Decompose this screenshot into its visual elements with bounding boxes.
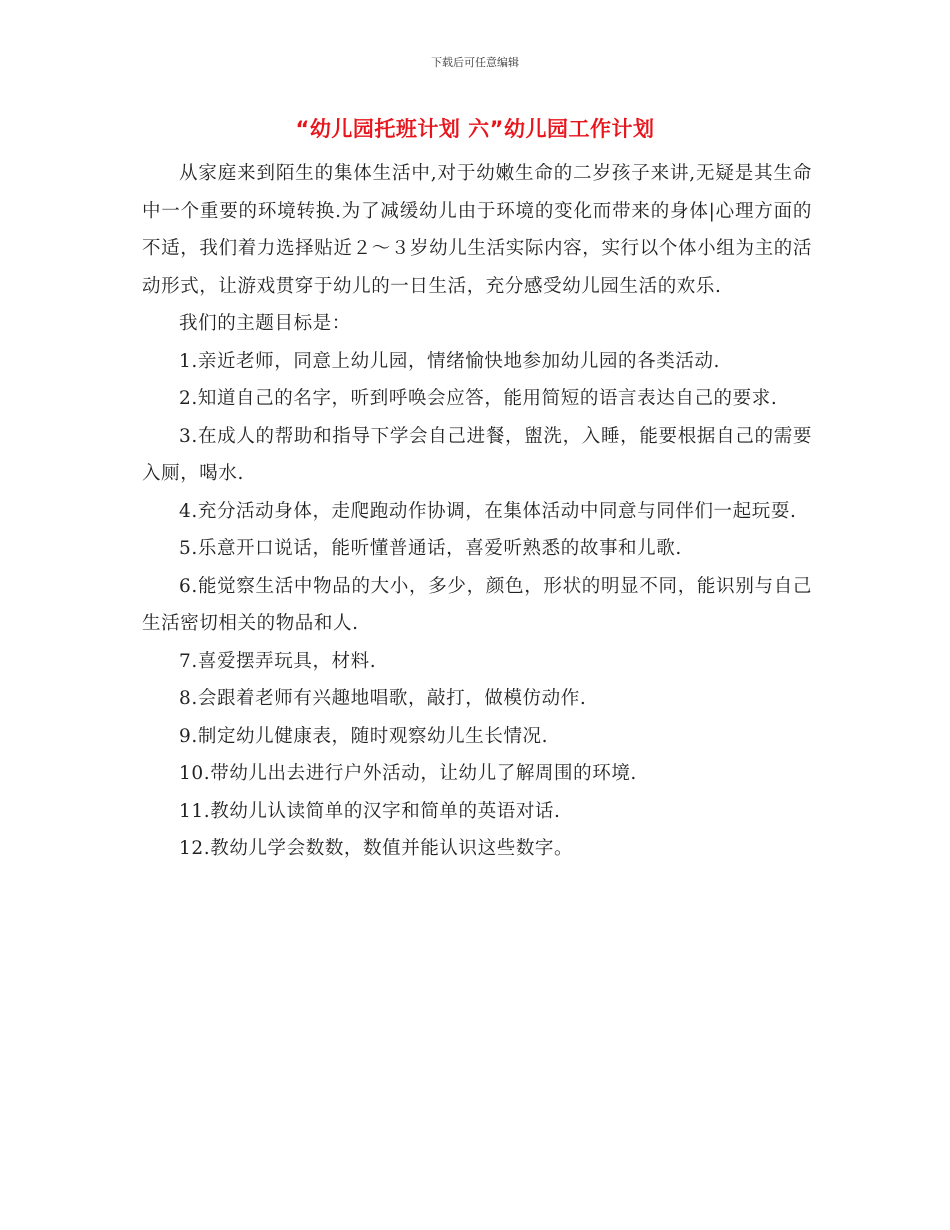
goals-heading: 我们的主题目标是： xyxy=(179,313,351,334)
goal-item-12: 12.教幼儿学会数数，数值并能认识这些数字。 xyxy=(179,838,574,859)
document-title: “幼儿园托班计划 六”幼儿园工作计划 xyxy=(295,117,655,141)
goal-item-8: 8.会跟着老师有兴趣地唱歌，敲打，做模仿动作. xyxy=(179,688,587,709)
goal-item-6: 6.能觉察生活中物品的大小，多少，颜色，形状的明显不同，能识别与自己生活密切相关的物品和人. xyxy=(142,575,812,634)
goal-item-11: 11.教幼儿认读简单的汉字和简单的英语对话. xyxy=(179,800,561,822)
goal-item-2: 2.知道自己的名字，听到呼唤会应答，能用简短的语言表达自己的要求. xyxy=(179,388,778,409)
header-note: 下载后可任意编辑 xyxy=(431,56,519,69)
goal-item-3: 3.在成人的帮助和指导下学会自己进餐，盥洗，入睡，能要根据自己的需要入厕，喝水. xyxy=(142,425,812,484)
document-body xyxy=(142,155,812,868)
goal-item-9: 9.制定幼儿健康表，随时观察幼儿生长情况. xyxy=(179,725,549,747)
goal-item-10: 10.带幼儿出去进行户外活动，让幼儿了解周围的环境. xyxy=(179,763,637,784)
goal-item-4: 4.充分活动身体，走爬跑动作协调，在集体活动中同意与同伴们一起玩耍. xyxy=(179,500,797,522)
goal-item-1: 1.亲近老师，同意上幼儿园，情绪愉快地参加幼儿园的各类活动. xyxy=(179,350,721,372)
goal-item-5: 5.乐意开口说话，能听懂普通话，喜爱听熟悉的故事和儿歌. xyxy=(179,538,682,559)
intro-paragraph: 从家庭来到陌生的集体生活中,对于幼嫩生命的二岁孩子来讲,无疑是其生命中一个重要的环境转换.为了减缓幼儿由于环境的变化而带来的身体|心理方面的不适，我们着力选择贴近２～３岁幼儿生活实际内容，实行以个体小组为主的活动形式，让游戏贯穿于幼儿的一日生活，充分感受幼儿园生活的欢乐. xyxy=(142,163,812,297)
goal-item-7: 7.喜爱摆弄玩具，材料. xyxy=(179,650,377,672)
